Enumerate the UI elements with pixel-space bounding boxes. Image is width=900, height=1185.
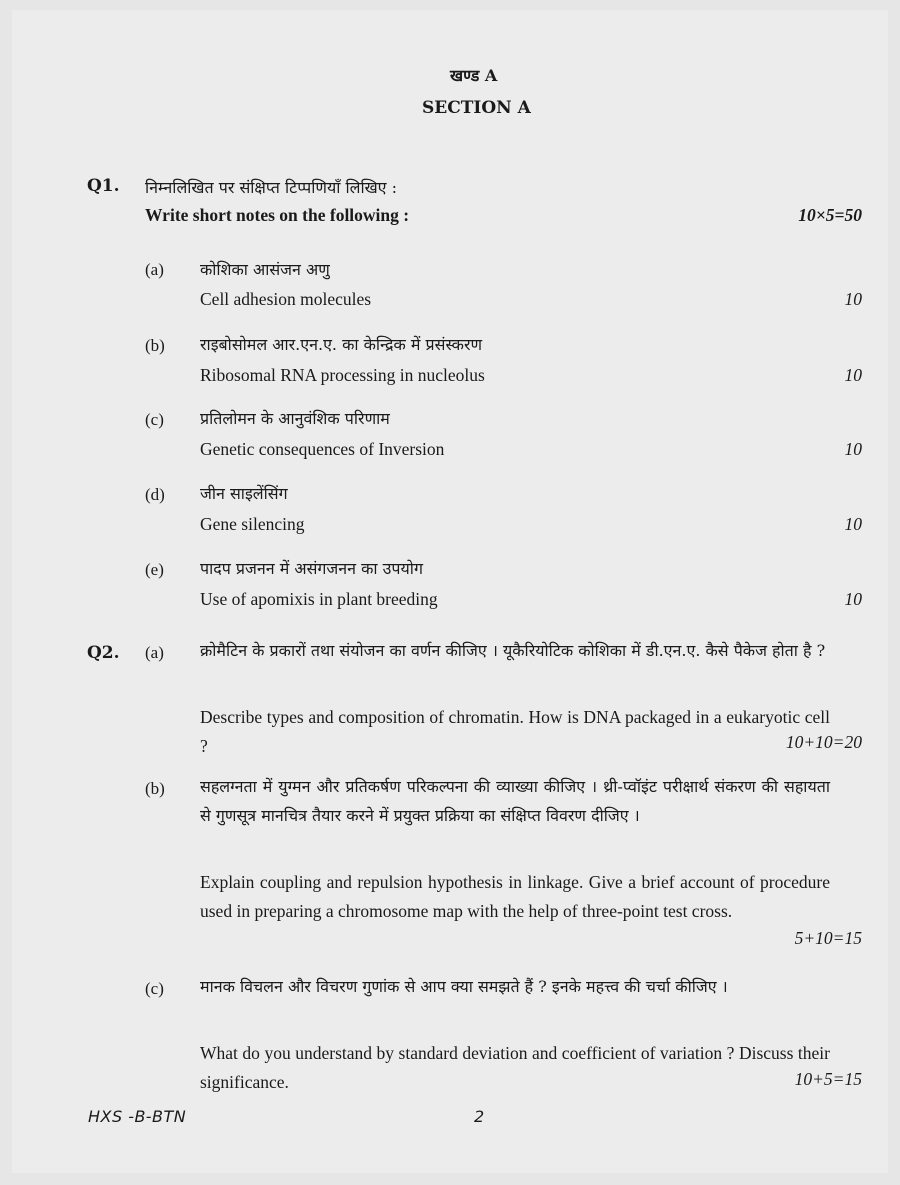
question-instruction: Write short notes on the following : [145, 205, 410, 225]
section-title: SECTION A [422, 98, 531, 118]
part-text: Describe types and composition of chromatin. How is DNA packaged in a eukaryotic cell ? [200, 707, 830, 756]
part-label: (b) [145, 779, 165, 798]
question-number: Q1. [87, 176, 120, 196]
section-title-hindi: खण्ड A [450, 66, 498, 85]
item-text-hindi: प्रतिलोमन के आनुवंशिक परिणाम [200, 409, 390, 428]
part-text-hindi: क्रोमैटिन के प्रकारों तथा संयोजन का वर्णन कीजिए । यूकैरियोटिक कोशिका में डी.एन.ए. कैसे पैकेज होता है ? [200, 641, 826, 660]
part-marks: 5+10=15 [794, 928, 862, 948]
item-text: Ribosomal RNA processing in nucleolus [200, 365, 485, 385]
item-text-hindi: पादप प्रजनन में असंगजनन का उपयोग [200, 559, 423, 578]
paper-code: HXS -B-BTN [88, 1107, 187, 1126]
item-text: Genetic consequences of Inversion [200, 439, 445, 459]
item-text-hindi: जीन साइलेंसिंग [200, 484, 288, 503]
item-marks: 10 [844, 365, 862, 385]
part-label: (c) [145, 979, 164, 998]
part-label: (a) [145, 643, 164, 662]
part-text-hindi: सहलग्नता में युग्मन और प्रतिकर्षण परिकल्पना की व्याख्या कीजिए । थ्री-प्वॉइंट परीक्षार्थ संकरण की सहायता से गुणसूत्र मानचित्र तैयार करने में प्रयुक्त प्रक्रिया का संक्षिप्त विवरण दीजिए । [200, 777, 830, 825]
item-text-hindi: राइबोसोमल आर.एन.ए. का केन्द्रिक में प्रसंस्करण [200, 335, 483, 354]
part-text: What do you understand by standard deviation and coefficient of variation ? Discuss their significance. [200, 1043, 830, 1092]
item-label: (c) [145, 410, 164, 429]
item-text: Cell adhesion molecules [200, 289, 372, 309]
item-text: Gene silencing [200, 514, 305, 534]
item-label: (d) [145, 485, 165, 504]
part-text: Explain coupling and repulsion hypothesis in linkage. Give a brief account of procedure used in preparing a chromosome map with the help of three-point test cross. [200, 872, 830, 921]
item-marks: 10 [844, 589, 862, 609]
item-label: (b) [145, 336, 165, 355]
part-text-hindi: मानक विचलन और विचरण गुणांक से आप क्या समझते हैं ? इनके महत्त्व की चर्चा कीजिए । [200, 977, 728, 996]
question-marks: 10×5=50 [798, 205, 862, 225]
item-label: (a) [145, 260, 164, 279]
part-marks: 10+10=20 [785, 732, 862, 752]
item-marks: 10 [844, 439, 862, 459]
page-number: 2 [474, 1107, 485, 1126]
part-marks: 10+5=15 [794, 1069, 862, 1089]
item-marks: 10 [844, 514, 862, 534]
item-label: (e) [145, 560, 164, 579]
question-instruction-hindi: निम्नलिखित पर संक्षिप्त टिप्पणियाँ लिखिए : [145, 178, 398, 197]
question-number: Q2. [87, 643, 120, 663]
item-marks: 10 [844, 289, 862, 309]
item-text-hindi: कोशिका आसंजन अणु [200, 260, 330, 279]
item-text: Use of apomixis in plant breeding [200, 589, 438, 609]
